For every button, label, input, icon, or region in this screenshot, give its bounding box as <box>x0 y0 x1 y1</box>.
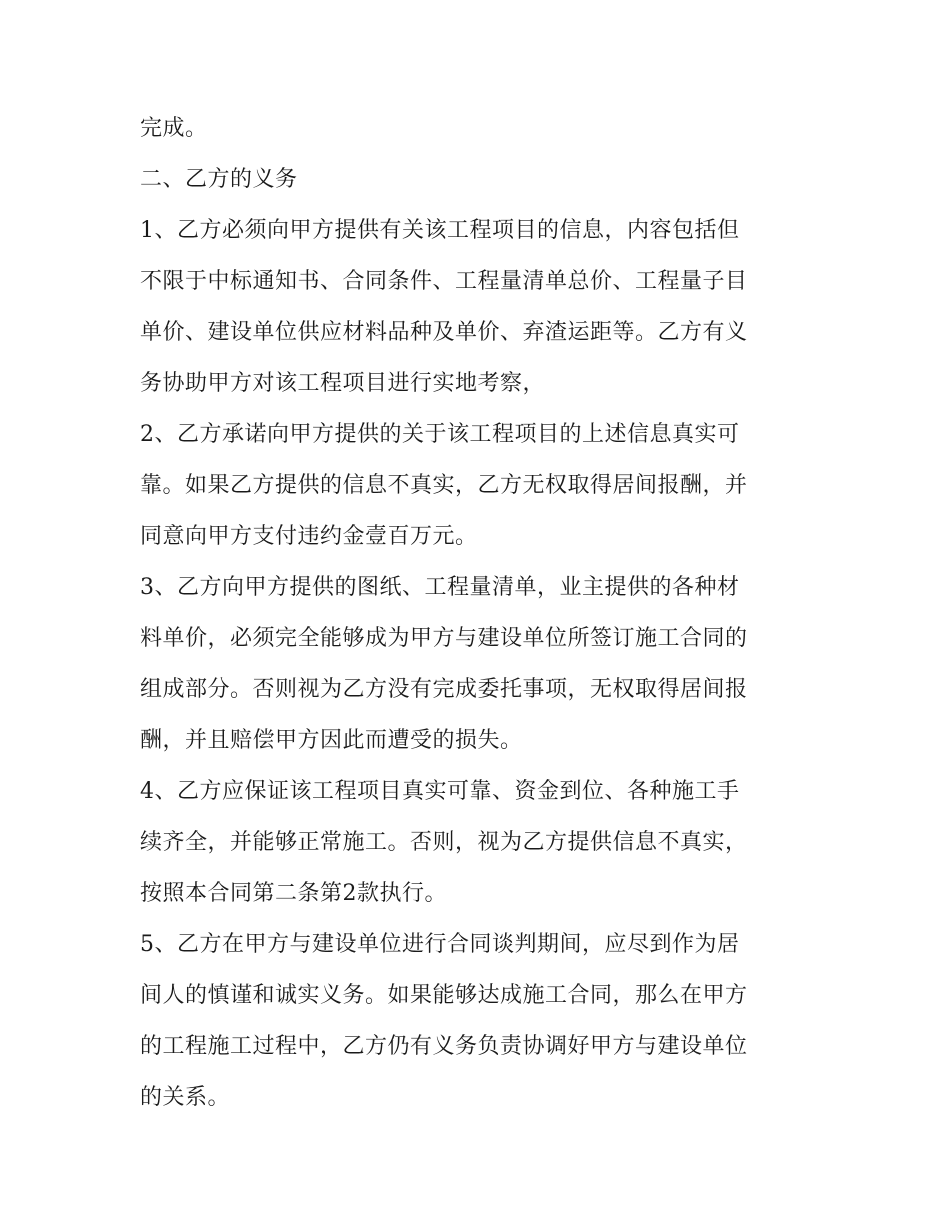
clause-1-line-1: 1、乙方必须向甲方提供有关该工程项目的信息，内容包括但 <box>140 218 740 243</box>
clause-4-line-3: 按照本合同第二条第2款执行。 <box>140 881 447 906</box>
clause-1-line-3: 单价、建设单位供应材料品种及单价、弃渣运距等。乙方有义 <box>140 320 748 345</box>
clause-5-line-3: 的工程施工过程中，乙方仍有义务负责协调好甲方与建设单位 <box>140 1034 748 1059</box>
clause-3-line-2: 料单价，必须完全能够成为甲方与建设单位所签订施工合同的 <box>140 626 748 651</box>
clause-2-line-2: 靠。如果乙方提供的信息不真实，乙方无权取得居间报酬，并 <box>140 473 748 498</box>
section-heading: 二、乙方的义务 <box>140 167 298 192</box>
clause-4-line-2: 续齐全，并能够正常施工。否则，视为乙方提供信息不真实， <box>140 830 748 855</box>
contract-text <box>140 109 820 1129</box>
clause-1-line-4: 务协助甲方对该工程项目进行实地考察， <box>140 371 546 396</box>
clause-5-line-4: 的关系。 <box>140 1085 231 1110</box>
clause-5-line-2: 间人的慎谨和诚实义务。如果能够达成施工合同，那么在甲方 <box>140 983 748 1008</box>
clause-2-line-1: 2、乙方承诺向甲方提供的关于该工程项目的上述信息真实可 <box>140 422 740 447</box>
clause-5-line-1: 5、乙方在甲方与建设单位进行合同谈判期间，应尽到作为居 <box>140 932 740 957</box>
clause-3-line-1: 3、乙方向甲方提供的图纸、工程量清单，业主提供的各种材 <box>140 575 740 600</box>
text-line-continuation: 完成。 <box>140 116 208 141</box>
clause-3-line-4: 酬，并且赔偿甲方因此而遭受的损失。 <box>140 728 523 753</box>
clause-1-line-2: 不限于中标通知书、合同条件、工程量清单总价、工程量子目 <box>140 269 748 294</box>
clause-3-line-3: 组成部分。否则视为乙方没有完成委托事项，无权取得居间报 <box>140 677 748 702</box>
clause-4-line-1: 4、乙方应保证该工程项目真实可靠、资金到位、各种施工手 <box>140 779 740 804</box>
clause-2-line-3: 同意向甲方支付违约金壹百万元。 <box>140 524 478 549</box>
